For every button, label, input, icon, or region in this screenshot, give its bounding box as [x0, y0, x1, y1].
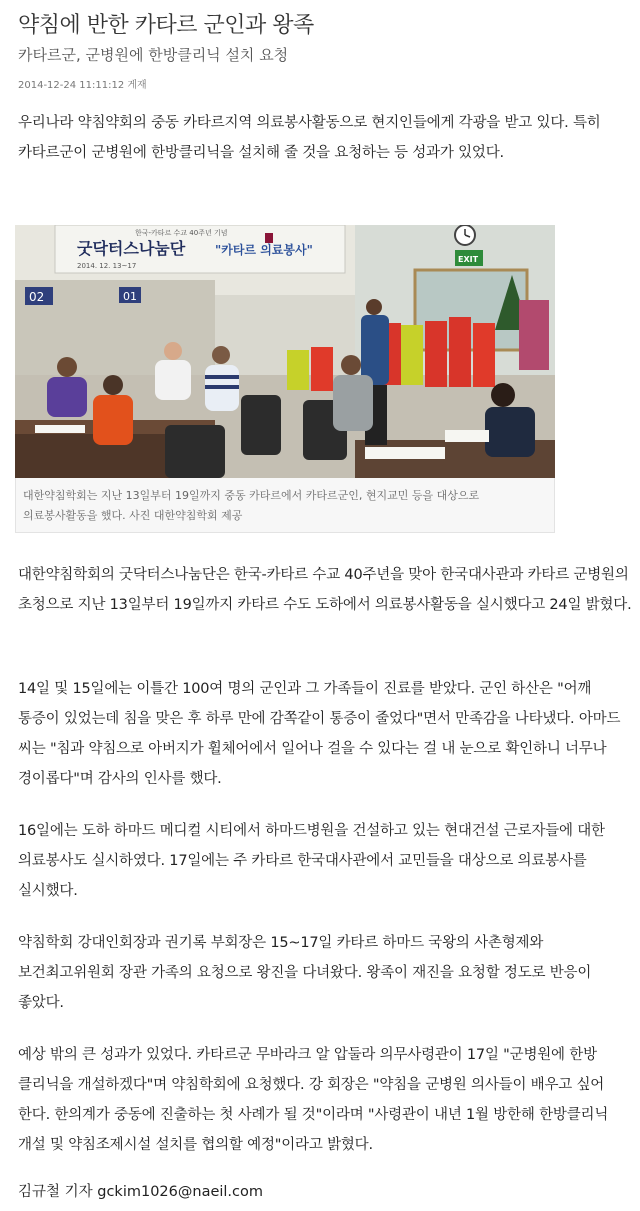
photo-caption: 대한약침학회는 지난 13일부터 19일까지 중동 카타르에서 카타르군인, 현지교민 등을 대상으로 의료봉사활동을 했다. 사진 대한약침학회 제공	[23, 489, 480, 522]
room-number-01: 01	[123, 290, 137, 303]
body-paragraph: 예상 밖의 큰 성과가 있었다. 카타르군 무바라크 알 압둘라 의무사령관이 17일 "군병원에 한방 클리닉을 개설하겠다"며 약침학회에 요청했다. 강 회장은 "약침을 군병원 의사들이 배우고 싶어 한다. 한의계가 중동에 진출하는 첫 사례가 될 것"이라며 "사령관이 내년 1월 방한해 한방클리닉 개설 및 약침조제시설 설치를 협의할 예정"이라고 밝혔다.	[18, 1047, 609, 1153]
body-paragraph: 대한약침학회의 굿닥터스나눔단은 한국-카타르 수교 40주년을 맞아 한국대사관과 카타르 군병원의 초청으로 지난 13일부터 19일까지 카타르 수도 도하에서 의료봉사활동을 실시했다고 24일 밝혔다.	[18, 567, 632, 613]
banner-date: 2014. 12. 13~17	[77, 262, 137, 270]
reporter-byline: 김규철 기자 gckim1026@naeil.com	[18, 1184, 264, 1200]
banner-title: 굿닥터스나눔단	[77, 239, 186, 258]
subheadline: 카타르군, 군병원에 한방클리닉 설치 요청	[18, 46, 289, 64]
publish-date: 2014-12-24 11:11:12 게재	[18, 80, 147, 91]
banner-subtitle: "카타르 의료봉사"	[215, 243, 313, 257]
banner-top-text: 한국-카타르 수교 40주년 기념	[135, 229, 228, 237]
body-paragraph: 14일 및 15일에는 이틀간 100여 명의 군인과 그 가족들이 진료를 받았다. 군인 하산은 "어깨 통증이 있었는데 침을 맞은 후 하루 만에 감쪽같이 통증이 줄었다"면서 만족감을 나타냈다. 아마드 씨는 "침과 약침으로 아버지가 휠체어에서 일어나 걸을 수 있다는 걸 내 눈으로 확인하니 너무나 경이롭다"며 감사의 인사를 했다.	[18, 681, 621, 787]
body-paragraph: 약침학회 강대인회장과 권기록 부회장은 15~17일 카타르 하마드 국왕의 사촌형제와 보건최고위원회 장관 가족의 요청으로 왕진을 다녀왔다. 왕족이 재진을 요청할 정도로 반응이 좋았다.	[18, 935, 592, 1011]
lead-paragraph: 우리나라 약침약회의 중동 카타르지역 의료봉사활동으로 현지인들에게 각광을 받고 있다. 특히 카타르군이 군병원에 한방클리닉을 설치해 줄 것을 요청하는 등 성과가 있었다.	[18, 115, 601, 161]
exit-sign: EXIT	[458, 255, 479, 264]
body-paragraph: 16일에는 도하 하마드 메디컬 시티에서 하마드병원을 건설하고 있는 현대건설 근로자들에 대한 의료봉사도 실시하였다. 17일에는 주 카타르 한국대사관에서 교민들을 대상으로 의료봉사를 실시했다.	[18, 823, 605, 899]
room-number-02: 02	[29, 290, 45, 304]
article-figure	[15, 225, 555, 533]
caption-box	[15, 478, 555, 533]
article-photo[interactable]	[15, 225, 555, 478]
headline: 약침에 반한 카타르 군인과 왕족	[18, 13, 314, 38]
